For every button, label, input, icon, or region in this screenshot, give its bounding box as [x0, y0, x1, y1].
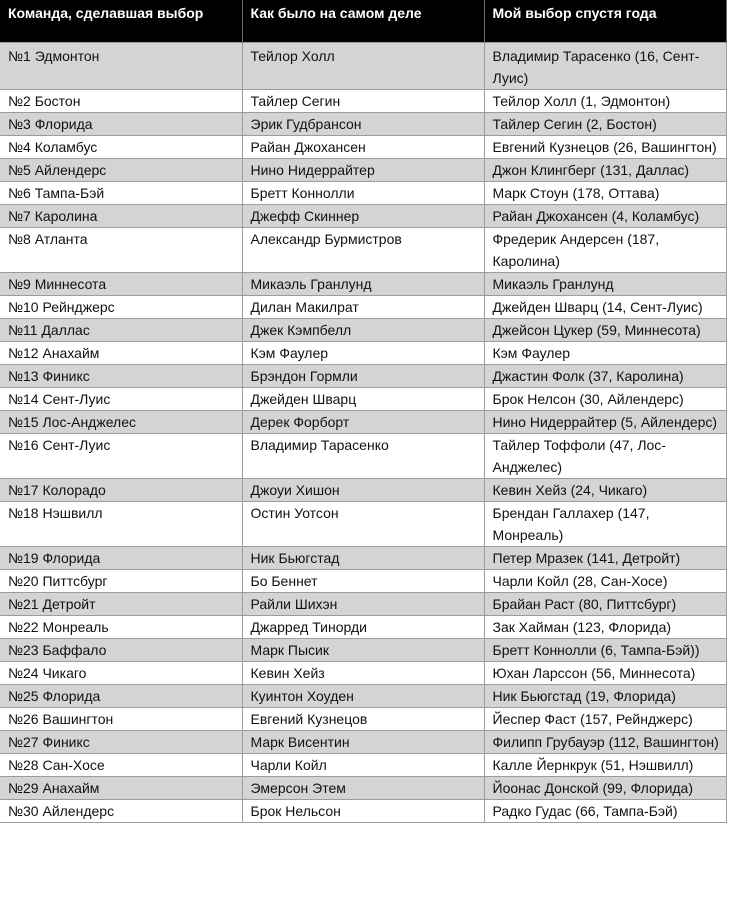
- cell-redraft: Джейсон Цукер (59, Миннесота): [484, 318, 726, 341]
- cell-team: №10 Рейнджерс: [0, 295, 242, 318]
- cell-actual: Кевин Хейз: [242, 661, 484, 684]
- table-row: [0, 318, 726, 341]
- cell-redraft: Зак Хайман (123, Флорида): [484, 615, 726, 638]
- cell-redraft: Калле Йернкрук (51, Нэшвилл): [484, 753, 726, 776]
- table-row: [0, 684, 726, 707]
- cell-redraft: Тейлор Холл (1, Эдмонтон): [484, 89, 726, 112]
- cell-actual: Джоуи Хишон: [242, 478, 484, 501]
- cell-redraft: Брендан Галлахер (147, Монреаль): [484, 501, 726, 546]
- table-body: [0, 42, 726, 822]
- cell-actual: Райан Джохансен: [242, 135, 484, 158]
- cell-team: №30 Айлендерс: [0, 799, 242, 822]
- table-row: [0, 89, 726, 112]
- cell-redraft: Брок Нелсон (30, Айлендерс): [484, 387, 726, 410]
- table-row: [0, 730, 726, 753]
- table-row: [0, 478, 726, 501]
- cell-redraft: Чарли Койл (28, Сан-Хосе): [484, 569, 726, 592]
- cell-redraft: Райан Джохансен (4, Коламбус): [484, 204, 726, 227]
- cell-actual: Райли Шихэн: [242, 592, 484, 615]
- cell-redraft: Филипп Грубауэр (112, Вашингтон): [484, 730, 726, 753]
- cell-team: №5 Айлендерс: [0, 158, 242, 181]
- cell-redraft: Нино Нидеррайтер (5, Айлендерс): [484, 410, 726, 433]
- cell-team: №29 Анахайм: [0, 776, 242, 799]
- cell-actual: Владимир Тарасенко: [242, 433, 484, 478]
- table-row: [0, 272, 726, 295]
- cell-redraft: Владимир Тарасенко (16, Сент-Луис): [484, 42, 726, 89]
- cell-actual: Кэм Фаулер: [242, 341, 484, 364]
- cell-team: №15 Лос-Анджелес: [0, 410, 242, 433]
- cell-team: №7 Каролина: [0, 204, 242, 227]
- table-row: [0, 158, 726, 181]
- cell-team: №26 Вашингтон: [0, 707, 242, 730]
- cell-redraft: Радко Гудас (66, Тампа-Бэй): [484, 799, 726, 822]
- table-row: [0, 638, 726, 661]
- table-row: [0, 364, 726, 387]
- cell-team: №18 Нэшвилл: [0, 501, 242, 546]
- cell-actual: Александр Бурмистров: [242, 227, 484, 272]
- table-row: [0, 433, 726, 478]
- header-redraft: Мой выбор спустя года: [484, 0, 726, 42]
- cell-team: №11 Даллас: [0, 318, 242, 341]
- cell-actual: Бретт Коннолли: [242, 181, 484, 204]
- table-row: [0, 661, 726, 684]
- table-row: [0, 112, 726, 135]
- cell-actual: Ник Бьюгстад: [242, 546, 484, 569]
- cell-actual: Нино Нидеррайтер: [242, 158, 484, 181]
- cell-team: №24 Чикаго: [0, 661, 242, 684]
- cell-actual: Брок Нельсон: [242, 799, 484, 822]
- table-row: [0, 42, 726, 89]
- cell-redraft: Юхан Ларссон (56, Миннесота): [484, 661, 726, 684]
- cell-team: №16 Сент-Луис: [0, 433, 242, 478]
- table-row: [0, 227, 726, 272]
- cell-team: №2 Бостон: [0, 89, 242, 112]
- cell-team: №12 Анахайм: [0, 341, 242, 364]
- cell-actual: Джефф Скиннер: [242, 204, 484, 227]
- cell-actual: Джарред Тинорди: [242, 615, 484, 638]
- cell-team: №20 Питтсбург: [0, 569, 242, 592]
- cell-actual: Микаэль Гранлунд: [242, 272, 484, 295]
- cell-redraft: Ник Бьюгстад (19, Флорида): [484, 684, 726, 707]
- cell-actual: Марк Висентин: [242, 730, 484, 753]
- cell-actual: Куинтон Хоуден: [242, 684, 484, 707]
- cell-redraft: Джастин Фолк (37, Каролина): [484, 364, 726, 387]
- cell-actual: Бо Беннет: [242, 569, 484, 592]
- table-row: [0, 753, 726, 776]
- cell-actual: Тейлор Холл: [242, 42, 484, 89]
- table-row: [0, 615, 726, 638]
- cell-redraft: Кевин Хейз (24, Чикаго): [484, 478, 726, 501]
- cell-team: №23 Баффало: [0, 638, 242, 661]
- cell-redraft: Марк Стоун (178, Оттава): [484, 181, 726, 204]
- cell-actual: Остин Уотсон: [242, 501, 484, 546]
- cell-actual: Тайлер Сегин: [242, 89, 484, 112]
- cell-actual: Джейден Шварц: [242, 387, 484, 410]
- cell-redraft: Фредерик Андерсен (187, Каролина): [484, 227, 726, 272]
- table-header: [0, 0, 726, 42]
- cell-team: №17 Колорадо: [0, 478, 242, 501]
- cell-redraft: Кэм Фаулер: [484, 341, 726, 364]
- cell-team: №1 Эдмонтон: [0, 42, 242, 89]
- table-row: [0, 410, 726, 433]
- table-row: [0, 295, 726, 318]
- cell-team: №22 Монреаль: [0, 615, 242, 638]
- cell-redraft: Йеспер Фаст (157, Рейнджерс): [484, 707, 726, 730]
- cell-redraft: Тайлер Тоффоли (47, Лос-Анджелес): [484, 433, 726, 478]
- cell-redraft: Джейден Шварц (14, Сент-Луис): [484, 295, 726, 318]
- cell-team: №14 Сент-Луис: [0, 387, 242, 410]
- cell-team: №9 Миннесота: [0, 272, 242, 295]
- cell-team: №3 Флорида: [0, 112, 242, 135]
- header-row: [0, 0, 726, 42]
- cell-redraft: Тайлер Сегин (2, Бостон): [484, 112, 726, 135]
- cell-redraft: Брайан Раст (80, Питтсбург): [484, 592, 726, 615]
- cell-team: №4 Коламбус: [0, 135, 242, 158]
- cell-actual: Дерек Форборт: [242, 410, 484, 433]
- cell-team: №28 Сан-Хосе: [0, 753, 242, 776]
- table-row: [0, 546, 726, 569]
- cell-team: №6 Тампа-Бэй: [0, 181, 242, 204]
- cell-team: №19 Флорида: [0, 546, 242, 569]
- cell-redraft: Петер Мразек (141, Детройт): [484, 546, 726, 569]
- table-row: [0, 341, 726, 364]
- cell-redraft: Бретт Коннолли (6, Тампа-Бэй)): [484, 638, 726, 661]
- table-row: [0, 135, 726, 158]
- table-row: [0, 387, 726, 410]
- table-row: [0, 799, 726, 822]
- table-row: [0, 204, 726, 227]
- cell-actual: Эмерсон Этем: [242, 776, 484, 799]
- cell-actual: Марк Пысик: [242, 638, 484, 661]
- header-actual: Как было на самом деле: [242, 0, 484, 42]
- table-row: [0, 569, 726, 592]
- cell-actual: Эрик Гудбрансон: [242, 112, 484, 135]
- cell-team: №21 Детройт: [0, 592, 242, 615]
- header-team: Команда, сделавшая выбор: [0, 0, 242, 42]
- cell-actual: Чарли Койл: [242, 753, 484, 776]
- cell-actual: Евгений Кузнецов: [242, 707, 484, 730]
- cell-redraft: Джон Клингберг (131, Даллас): [484, 158, 726, 181]
- cell-redraft: Йоонас Донской (99, Флорида): [484, 776, 726, 799]
- cell-actual: Дилан Макилрат: [242, 295, 484, 318]
- table-row: [0, 776, 726, 799]
- cell-team: №27 Финикс: [0, 730, 242, 753]
- cell-redraft: Евгений Кузнецов (26, Вашингтон): [484, 135, 726, 158]
- table-row: [0, 501, 726, 546]
- cell-actual: Джек Кэмпбелл: [242, 318, 484, 341]
- cell-actual: Брэндон Гормли: [242, 364, 484, 387]
- cell-team: №25 Флорида: [0, 684, 242, 707]
- table-row: [0, 181, 726, 204]
- cell-redraft: Микаэль Гранлунд: [484, 272, 726, 295]
- table-row: [0, 592, 726, 615]
- table-row: [0, 707, 726, 730]
- cell-team: №8 Атланта: [0, 227, 242, 272]
- cell-team: №13 Финикс: [0, 364, 242, 387]
